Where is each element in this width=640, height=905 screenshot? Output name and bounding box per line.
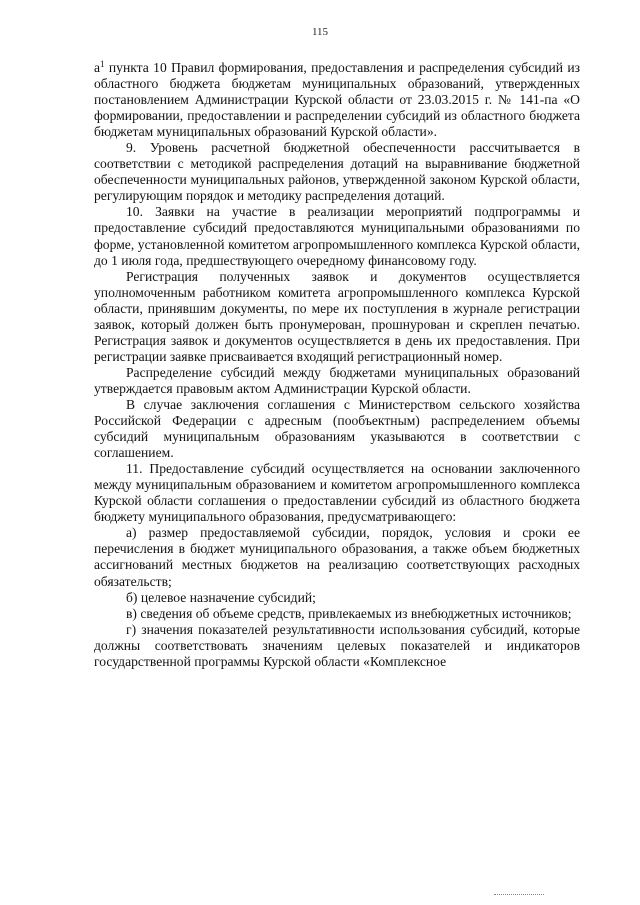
superscript-mark: 1 bbox=[100, 59, 105, 69]
paragraph-agreement: В случае заключения соглашения с Министерством сельского хозяйства Российской Федерации с адресным (пообъектным) распределением объемы субсидий муниципальным образованиям указываются в соответствии с соглашением. bbox=[94, 396, 580, 461]
paragraph-registration: Регистрация полученных заявок и документов осуществляется уполномоченным работником комитета агропромышленного комплекса Курской области, принявшим документы, по мере их поступления в журнале регистрации заявок, который должен быть пронумерован, прошнурован и скреплен печатью. Регистрация заявок и документов осуществляется в день их предоставления. При регистрации заявке присваивается входящий регистрационный номер. bbox=[94, 268, 580, 364]
page-number: 115 bbox=[311, 26, 329, 38]
paragraph-lead-letter: а bbox=[94, 60, 101, 75]
list-item-b: б) целевое назначение субсидий; bbox=[126, 589, 316, 605]
paragraph-text: пункта 10 Правил формирования, предоставления и распределения субсидий из областного бюджета бюджетам муниципальных образований, утвержденных постановлением Администрации Курской области от 23.03.2015 г. № 141-па «О формировании, предоставлении и распределении субсидий из областного бюджета бюджетам муниципальных образований Курской области». bbox=[94, 60, 580, 140]
list-item-a: а) размер предоставляемой субсидии, порядок, условия и сроки ее перечисления в бюджет муниципального образования, а также объем бюджетных ассигнований местных бюджетов на реализацию соответствующих расходных обязательств; bbox=[94, 525, 580, 589]
list-item-g: г) значения показателей результативности использования субсидий, которые должны соответствовать значениям целевых показателей и индикаторов государственной программы Курской области «Комплексное bbox=[94, 621, 580, 669]
paragraph-item-9: 9. Уровень расчетной бюджетной обеспеченности рассчитывается в соответствии с методикой распределения дотаций на выравнивание бюджетной обеспеченности муниципальных районов, утвержденной законом Курской области, регулирующим порядок и методику распределения дотаций. bbox=[94, 140, 580, 204]
paragraph-item-10: 10. Заявки на участие в реализации мероприятий подпрограммы и предоставление субсидий предоставляются муниципальными образованиями по форме, установленной комитетом агропромышленного комплекса Курской области, до 1 июля года, предшествующего очередному финансовому году. bbox=[94, 204, 580, 268]
paragraph-distribution: Распределение субсидий между бюджетами муниципальных образований утверждается правовым актом Администрации Курской области. bbox=[94, 364, 580, 396]
paragraph-continuation bbox=[94, 60, 580, 140]
scan-artifact-dots bbox=[494, 894, 544, 895]
paragraph-item-11: 11. Предоставление субсидий осуществляется на основании заключенного между муниципальным образованием и комитетом агропромышленного комплекса Курской области соглашения о предоставлении субсидий из областного бюджета бюджету муниципального образования, предусматривающего: bbox=[94, 461, 580, 525]
list-item-v: в) сведения об объеме средств, привлекаемых из внебюджетных источников; bbox=[126, 605, 572, 621]
document-body bbox=[94, 60, 580, 670]
